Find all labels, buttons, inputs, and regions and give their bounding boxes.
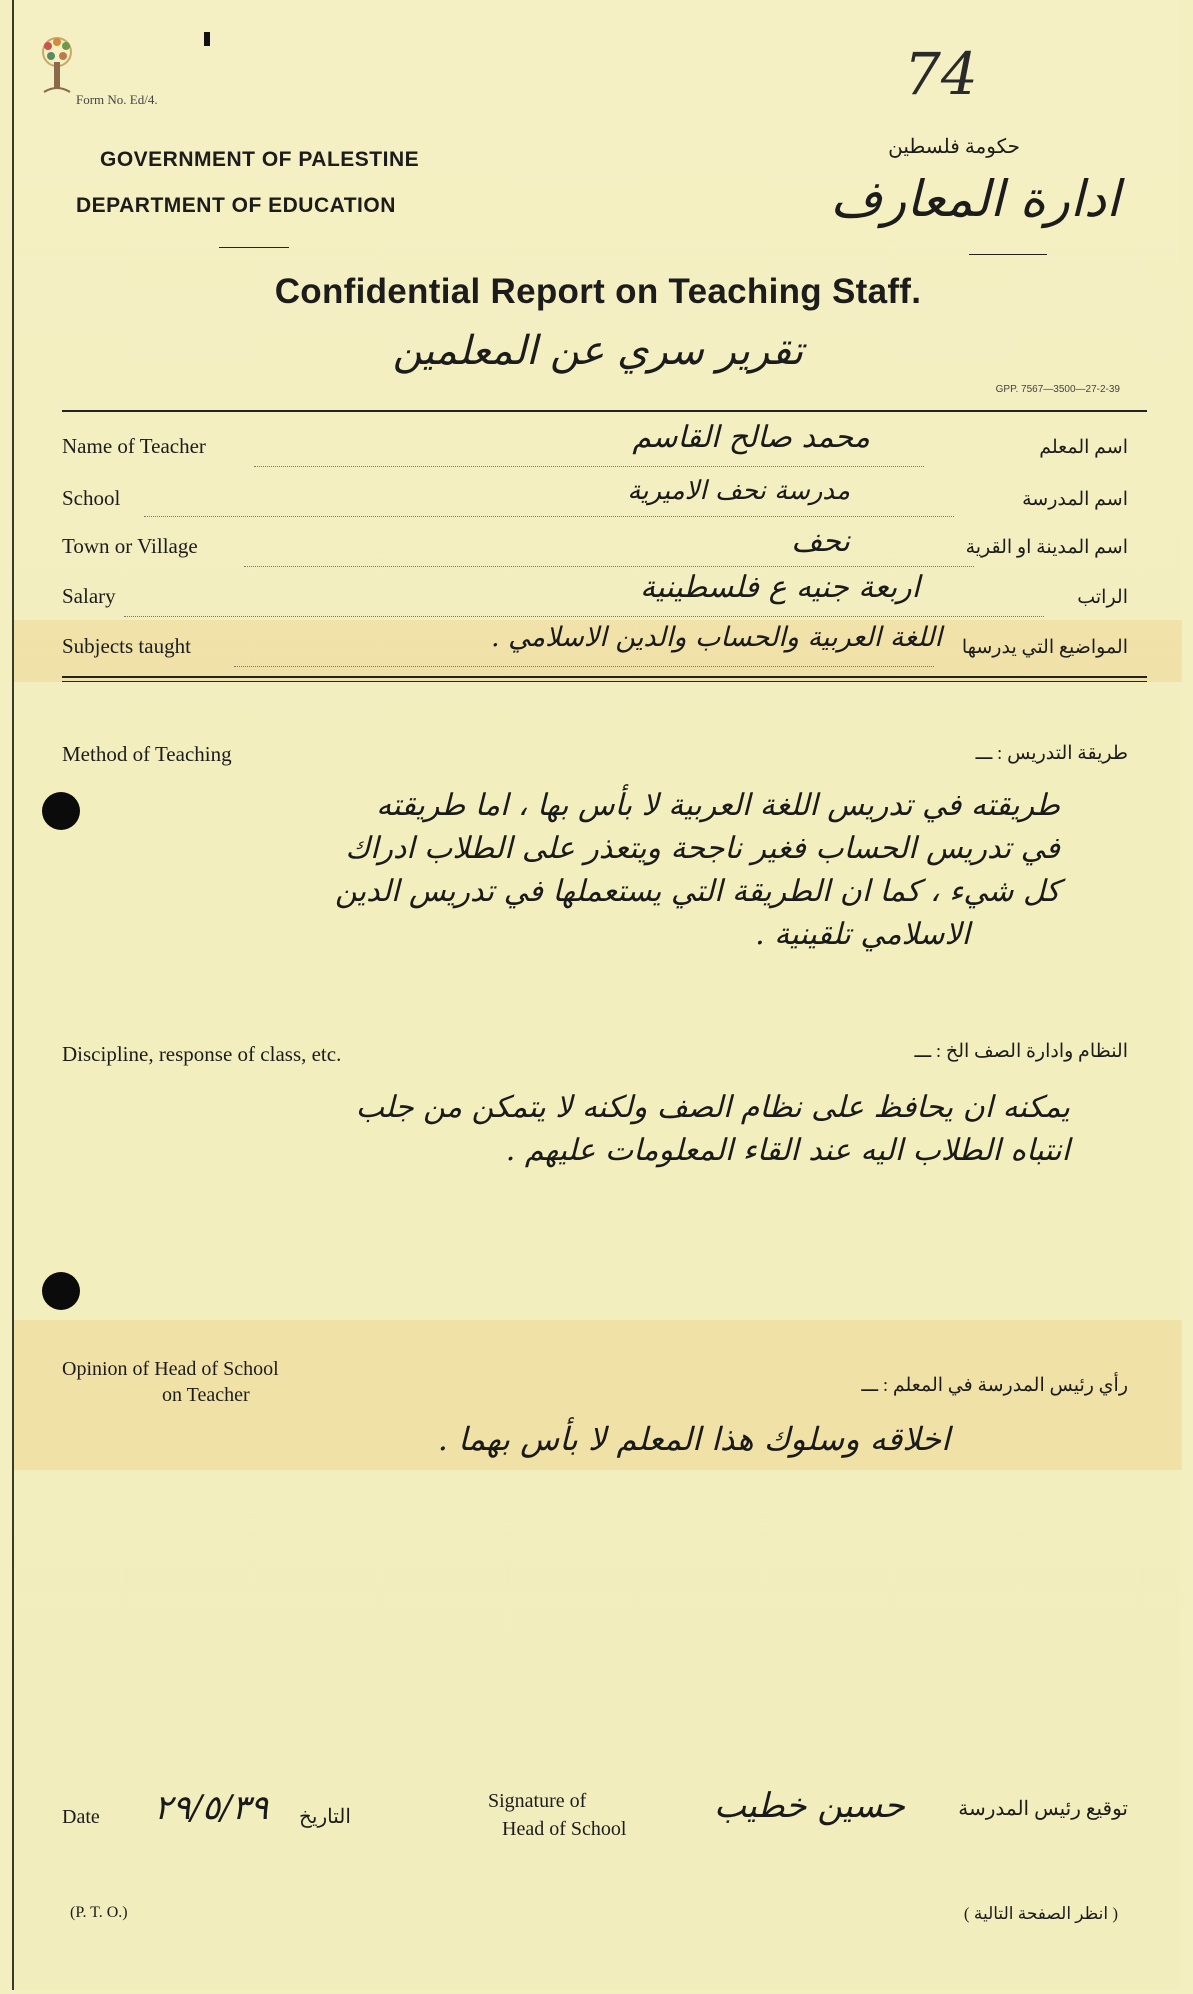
header-ar-government: حكومة فلسطين <box>888 136 1020 158</box>
field-label-town: Town or Village <box>62 534 198 558</box>
field-value-salary: اربعة جنيه ع فلسطينية <box>640 570 920 605</box>
field-dots <box>124 616 1044 617</box>
signature-value: حسين خطيب <box>714 1786 905 1826</box>
date-value: ٢٩/٥/٣٩ <box>154 1788 269 1828</box>
date-ar-label: التاريخ <box>299 1806 351 1828</box>
header-ar-divider <box>969 254 1047 255</box>
signature-label-2: Head of School <box>502 1818 627 1840</box>
field-label-name: Name of Teacher <box>62 434 206 458</box>
field-label-school: School <box>62 486 121 510</box>
method-line: الاسلامي تلقينية . <box>755 917 970 952</box>
field-ar-label-salary: الراتب <box>1077 587 1128 608</box>
ink-mark <box>204 32 210 46</box>
opinion-ar-label: رأي رئيس المدرسة في المعلم : ـــ <box>861 1375 1128 1396</box>
method-line: كل شيء ، كما ان الطريقة التي يستعملها في تدريس الدين <box>334 874 1060 909</box>
form-page <box>12 0 1180 1990</box>
form-number: Form No. Ed/4. <box>76 92 158 107</box>
opinion-label-2: on Teacher <box>162 1384 250 1406</box>
field-dots <box>244 566 974 567</box>
field-dots <box>234 666 934 667</box>
field-dots <box>144 516 954 517</box>
field-ar-label-town: اسم المدينة او القرية <box>965 537 1128 558</box>
discipline-label: Discipline, response of class, etc. <box>62 1042 342 1066</box>
pto-label: (P. T. O.) <box>70 1904 128 1921</box>
signature-label-1: Signature of <box>488 1790 587 1812</box>
header-ar-department: ادارة المعارف <box>830 170 1120 228</box>
method-ar-label: طريقة التدريس : ـــ <box>975 743 1128 764</box>
report-title: Confidential Report on Teaching Staff. <box>274 272 922 311</box>
punch-hole <box>42 1272 80 1310</box>
opinion-label-1: Opinion of Head of School <box>62 1358 279 1380</box>
discipline-text <box>356 1086 1070 1172</box>
method-text <box>335 784 1060 956</box>
method-line: طريقته في تدريس اللغة العربية لا بأس بها ، اما طريقته <box>376 788 1060 823</box>
field-ar-label-school: اسم المدرسة <box>1022 489 1128 510</box>
method-line: في تدريس الحساب فغير ناجحة ويتعذر على الطلاب ادراك <box>345 831 1060 866</box>
tree-logo-icon <box>32 34 82 104</box>
field-value-name: محمد صالح القاسم <box>632 420 870 455</box>
field-value-town: نحف <box>791 524 850 559</box>
field-bottom-rule-2 <box>62 681 1147 682</box>
header-department: DEPARTMENT OF EDUCATION <box>76 194 396 217</box>
punch-hole <box>42 792 80 830</box>
opinion-text: اخلاقه وسلوك هذا المعلم لا بأس بهما . <box>437 1420 950 1458</box>
signature-ar-label: توقيع رئيس المدرسة <box>958 1798 1128 1820</box>
discipline-line: انتباه الطلاب اليه عند القاء المعلومات عليهم . <box>505 1133 1070 1168</box>
discipline-line: يمكنه ان يحافظ على نظام الصف ولكنه لا يتمكن من جلب <box>355 1090 1070 1125</box>
field-ar-label-subjects: المواضيع التي يدرسها <box>961 637 1128 658</box>
field-label-salary: Salary <box>62 584 116 608</box>
header-divider <box>219 247 289 248</box>
method-label: Method of Teaching <box>62 742 232 766</box>
field-value-subjects: اللغة العربية والحساب والدين الاسلامي . <box>491 622 942 653</box>
top-rule <box>62 410 1147 412</box>
discipline-ar-label: النظام وادارة الصف الخ : ـــ <box>914 1041 1128 1062</box>
pto-ar-label: ( انظر الصفحة التالية ) <box>963 1904 1118 1923</box>
date-label: Date <box>62 1806 100 1828</box>
field-value-school: مدرسة نحف الاميرية <box>627 476 850 506</box>
header-government: GOVERNMENT OF PALESTINE <box>100 148 420 171</box>
report-title-ar: تقرير سري عن المعلمين <box>392 328 804 374</box>
field-dots <box>254 466 924 467</box>
field-ar-label-name: اسم المعلم <box>1039 437 1128 458</box>
field-bottom-rule <box>62 676 1147 678</box>
field-label-subjects: Subjects taught <box>62 634 191 658</box>
page-number: 74 <box>904 40 978 108</box>
gpp-code: GPP. 7567—3500—27-2-39 <box>995 384 1120 395</box>
